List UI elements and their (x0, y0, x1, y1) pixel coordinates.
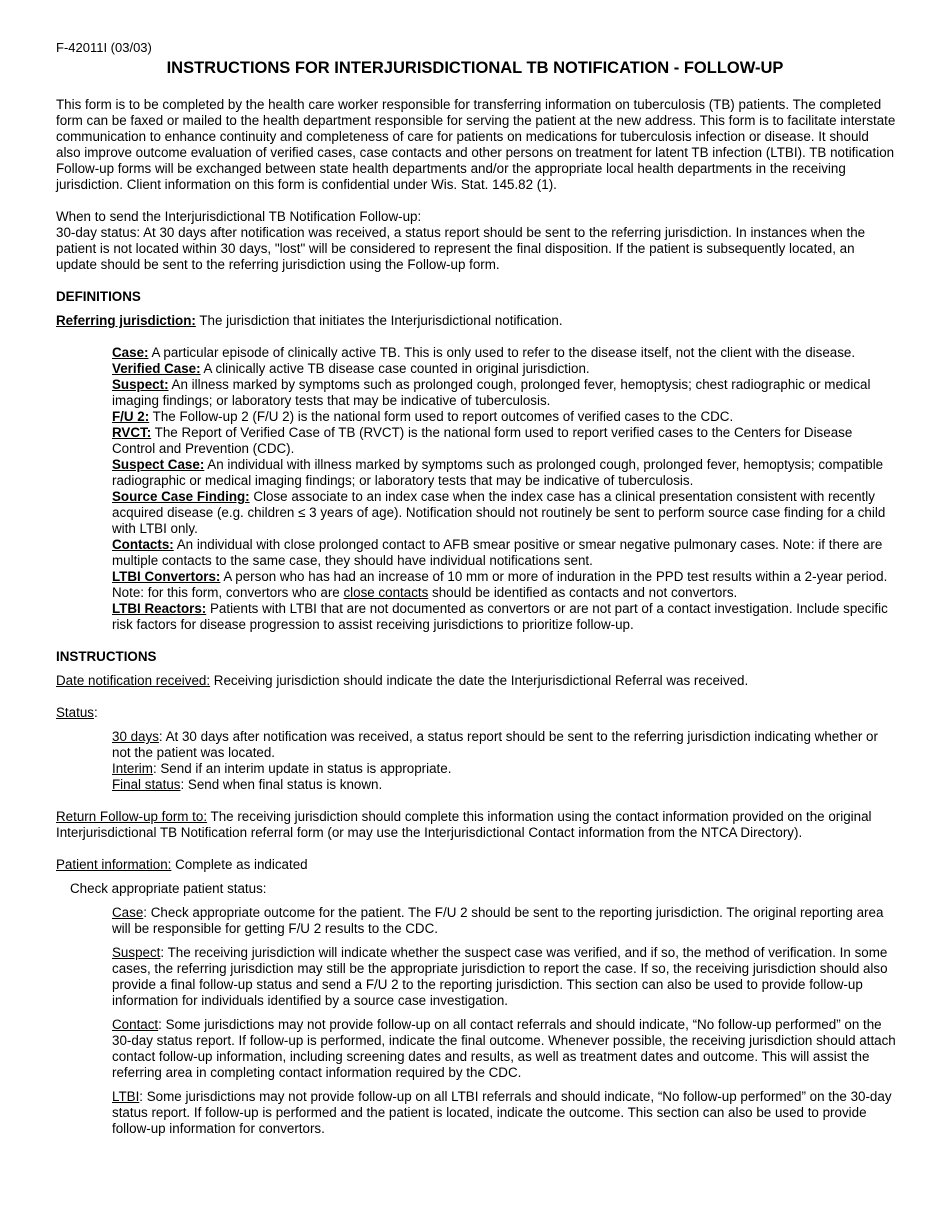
definition-item (112, 457, 896, 489)
definition-text: A particular episode of clinically active TB. This is only used to refer to the disease itself, not the client with the disease. (148, 345, 856, 360)
definition-term: LTBI Convertors: (112, 569, 221, 584)
intro-paragraph: This form is to be completed by the health care worker responsible for transferring information on tuberculosis (TB) patients. The completed form can be faxed or mailed to the health department responsible for serving the patient at the new address. This form is to facilitate interstate communication to enhance continuity and completeness of care for patients on medications for tuberculosis infection or disease. It should also improve outcome evaluation of verified cases, case contacts and other persons on treatment for latent TB infection (LTBI). TB notification Follow-up forms will be exchanged between state health departments and/or the appropriate local health departments in the receiving jurisdiction. Client information on this form is confidential under Wis. Stat. 145.82 (1). (56, 97, 896, 192)
document-title: INSTRUCTIONS FOR INTERJURISDICTIONAL TB NOTIFICATION - FOLLOW-UP (166, 59, 784, 77)
patient-information (56, 857, 896, 873)
definition-item (112, 425, 896, 457)
patient-status-item (112, 1089, 896, 1137)
definition-item (112, 409, 896, 425)
status-item-term: Interim (112, 761, 153, 776)
definition-text: should be identified as contacts and not convertors. (428, 585, 738, 600)
definition-term: Case: (112, 345, 149, 360)
definition-item (112, 345, 896, 361)
return-text: The receiving jurisdiction should complete this information using the contact information provided on the original Interjurisdictional TB Notification referral form (or may use the Interjurisdictional Contact information from the NTCA Directory). (56, 809, 872, 840)
patient-text: Complete as indicated (171, 857, 308, 872)
check-patient-status: Check appropriate patient status: (70, 881, 267, 896)
definition-item (112, 537, 896, 569)
definition-item (112, 601, 896, 633)
form-number: F-42011I (03/03) (56, 40, 152, 55)
definition-term: Suspect Case: (112, 457, 205, 472)
definition-text: The Report of Verified Case of TB (RVCT) is the national form used to report verified cases to the Centers for Disease Control and Prevention (CDC). (112, 425, 853, 456)
definition-text: Close associate to an index case when the index case has a clinical presentation consistent with recently acquired disease (e.g. children ≤ 3 years of age). Notification should not routinely be sent to perform source case finding for a child with LTBI only. (112, 489, 886, 536)
patient-status-term: Contact (112, 1017, 159, 1032)
status-item (112, 777, 896, 793)
status-item (112, 729, 896, 761)
patient-status-item (112, 905, 896, 937)
date-notification-received (56, 673, 896, 689)
status-term: Status (56, 705, 94, 720)
definitions-list (112, 345, 896, 633)
date-text: Receiving jurisdiction should indicate the date the Interjurisdictional Referral was received. (210, 673, 749, 688)
when-to-send-text: 30-day status: At 30 days after notification was received, a status report should be sent to the referring jurisdiction. In instances when the patient is not located within 30 days, "lost" will be considered to represent the final disposition. If the patient is subsequently located, an update should be sent to the referring jurisdiction using the Follow-up form. (56, 225, 866, 272)
status-list (112, 729, 896, 793)
patient-status-list (112, 905, 896, 1137)
patient-status-item (112, 945, 896, 1009)
definition-text: A clinically active TB disease case counted in original jurisdiction. (200, 361, 590, 376)
instructions-heading: INSTRUCTIONS (56, 649, 157, 664)
patient-status-text: : Check appropriate outcome for the patient. The F/U 2 should be sent to the reporting jurisdiction. The original reporting area will be responsible for getting F/U 2 results to the CDC. (112, 905, 884, 936)
when-to-send-heading: When to send the Interjurisdictional TB Notification Follow-up: (56, 209, 422, 224)
patient-status-term: Case (112, 905, 144, 920)
definitions-heading: DEFINITIONS (56, 289, 141, 304)
definition-text: An individual with close prolonged contact to AFB smear positive or smear negative pulmonary cases. Note: if there are multiple contacts to the same case, they should have individual notifications sent. (112, 537, 883, 568)
definition-text: An illness marked by symptoms such as prolonged cough, prolonged fever, hemoptysis; chest radiographic or medical imaging findings; or laboratory tests that may be indicative of tuberculosis. (112, 377, 871, 408)
status-item-text: : At 30 days after notification was received, a status report should be sent to the referring jurisdiction indicating whether or not the patient was located. (112, 729, 878, 760)
definition-text: The Follow-up 2 (F/U 2) is the national form used to report outcomes of verified cases to the CDC. (149, 409, 734, 424)
patient-status-text: : The receiving jurisdiction will indicate whether the suspect case was verified, and if so, the method of verification. In some cases, the referring jurisdiction may still be the appropriate jurisdiction to report the case. If so, the receiving jurisdiction should also provide a final follow-up status and send a F/U 2 to the reporting jurisdiction. This section can also be used to provide follow-up information for individuals identified by a source case investigation. (112, 945, 888, 1008)
status-item-text: : Send if an interim update in status is appropriate. (152, 761, 452, 776)
date-term: Date notification received: (56, 673, 211, 688)
status-colon: : (93, 705, 98, 720)
referring-term: Referring jurisdiction: (56, 313, 196, 328)
definition-text: A person who has had an increase of 10 mm or more of induration in the PPD test results within a 2-year period. Note: for this form, convertors who are (112, 569, 888, 600)
status-item (112, 761, 896, 777)
referring-jurisdiction-definition (56, 313, 896, 329)
definition-term: F/U 2: (112, 409, 150, 424)
when-to-send-section (56, 209, 896, 273)
definition-item (112, 569, 896, 601)
definition-term: Contacts: (112, 537, 174, 552)
status-item-term: 30 days (112, 729, 159, 744)
definition-item (112, 361, 896, 377)
status-label (56, 705, 896, 721)
definition-text: An individual with illness marked by symptoms such as prolonged cough, prolonged fever, hemoptysis; compatible radiographic or medical imaging findings; or laboratory tests that may be indicative of tuberculosis. (112, 457, 884, 488)
definition-item (112, 377, 896, 409)
patient-status-term: Suspect (112, 945, 161, 960)
status-item-text: : Send when final status is known. (180, 777, 383, 792)
patient-status-term: LTBI (112, 1089, 140, 1104)
definition-term: Suspect: (112, 377, 169, 392)
patient-status-text: : Some jurisdictions may not provide follow-up on all LTBI referrals and should indicate, “No follow-up performed” on the 30-day status report. If follow-up is performed and the patient is located, indicate the outcome. This section can also be used to provide follow-up information for convertors. (112, 1089, 892, 1136)
patient-status-text: : Some jurisdictions may not provide follow-up on all contact referrals and should indicate, “No follow-up performed” on the 30-day status report. If follow-up is performed, indicate the final outcome. Whenever possible, the receiving jurisdiction should attach contact follow-up information, including screening dates and results, as well as treatment dates and outcome. This will assist the referring area in completing contact information required by the CDC. (112, 1017, 896, 1080)
return-term: Return Follow-up form to: (56, 809, 208, 824)
document-body (56, 97, 896, 1137)
definition-text: Patients with LTBI that are not documented as convertors or are not part of a contact investigation. Include specific risk factors for disease progression to assist receiving jurisdictions to prioritize follow-up. (112, 601, 888, 632)
definition-term: Verified Case: (112, 361, 201, 376)
close-contacts-underlined: close contacts (343, 585, 429, 600)
patient-status-item (112, 1017, 896, 1081)
patient-term: Patient information: (56, 857, 172, 872)
status-item-term: Final status (112, 777, 181, 792)
definition-term: Source Case Finding: (112, 489, 250, 504)
definition-item (112, 489, 896, 537)
definition-term: RVCT: (112, 425, 152, 440)
referring-text: The jurisdiction that initiates the Interjurisdictional notification. (195, 313, 563, 328)
definition-term: LTBI Reactors: (112, 601, 207, 616)
return-follow-up (56, 809, 896, 841)
